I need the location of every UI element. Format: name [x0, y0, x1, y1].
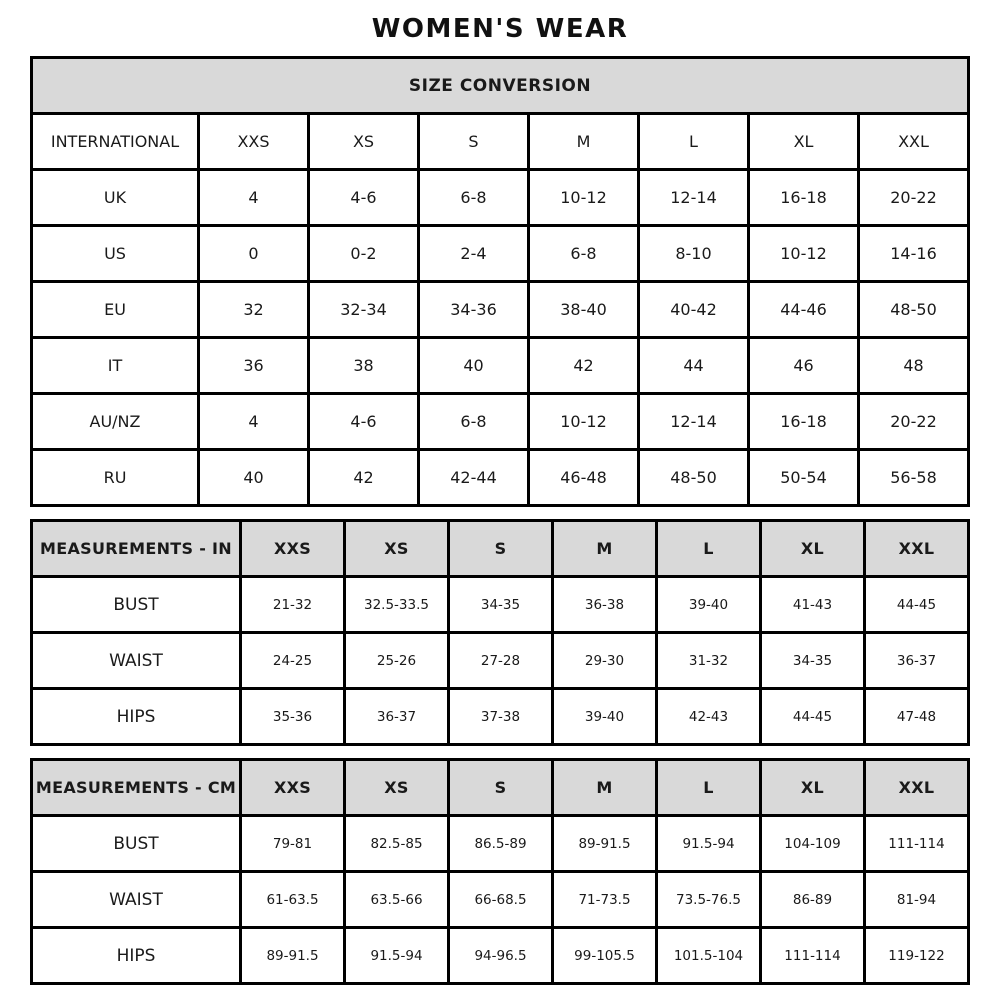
- in-cell-bust-s: 34-35: [450, 578, 551, 631]
- in-cell-bust-xxs: 21-32: [242, 578, 343, 631]
- cm-cell-hips-l: 101.5-104: [658, 929, 759, 982]
- size-conversion-table: [30, 56, 970, 507]
- page-title: WOMEN'S WEAR: [371, 14, 629, 44]
- conv-row-label-au-nz: AU/NZ: [33, 395, 197, 448]
- cm-cell-waist-xs: 63.5-66: [346, 873, 447, 926]
- in-cell-bust-l: 39-40: [658, 578, 759, 631]
- conv-cell-ru-xxs: 40: [200, 451, 307, 504]
- in-cell-hips-s: 37-38: [450, 690, 551, 743]
- conv-column-header-xxl: XXL: [860, 115, 967, 168]
- in-row-label-hips: HIPS: [33, 690, 239, 743]
- in-column-header-xxl: XXL: [866, 522, 967, 575]
- conv-column-header-m: M: [530, 115, 637, 168]
- conv-row-label-it: IT: [33, 339, 197, 392]
- conv-cell-it-l: 44: [640, 339, 747, 392]
- cm-row-label-hips: HIPS: [33, 929, 239, 982]
- conv-column-header-xl: XL: [750, 115, 857, 168]
- in-column-header-xs: XS: [346, 522, 447, 575]
- conv-cell-eu-m: 38-40: [530, 283, 637, 336]
- conv-cell-it-xl: 46: [750, 339, 857, 392]
- cm-row-label-waist: WAIST: [33, 873, 239, 926]
- conv-cell-ru-xl: 50-54: [750, 451, 857, 504]
- conv-row-label-eu: EU: [33, 283, 197, 336]
- conv-cell-au-nz-s: 6-8: [420, 395, 527, 448]
- conv-cell-eu-xl: 44-46: [750, 283, 857, 336]
- cm-cell-hips-xxl: 119-122: [866, 929, 967, 982]
- conv-cell-ru-xxl: 56-58: [860, 451, 967, 504]
- conv-cell-us-s: 2-4: [420, 227, 527, 280]
- conv-column-header-xxs: XXS: [200, 115, 307, 168]
- cm-cell-bust-xxl: 111-114: [866, 817, 967, 870]
- in-cell-waist-l: 31-32: [658, 634, 759, 687]
- conv-column-header-s: S: [420, 115, 527, 168]
- conv-column-header-l: L: [640, 115, 747, 168]
- in-cell-bust-m: 36-38: [554, 578, 655, 631]
- cm-cell-hips-m: 99-105.5: [554, 929, 655, 982]
- in-cell-waist-s: 27-28: [450, 634, 551, 687]
- cm-column-header-xxl: XXL: [866, 761, 967, 814]
- conv-cell-ru-xs: 42: [310, 451, 417, 504]
- conv-cell-eu-s: 34-36: [420, 283, 527, 336]
- conv-cell-ru-m: 46-48: [530, 451, 637, 504]
- cm-cell-hips-s: 94-96.5: [450, 929, 551, 982]
- cm-cell-bust-l: 91.5-94: [658, 817, 759, 870]
- cm-cell-hips-xxs: 89-91.5: [242, 929, 343, 982]
- conv-cell-au-nz-l: 12-14: [640, 395, 747, 448]
- conv-column-header-xs: XS: [310, 115, 417, 168]
- conv-cell-eu-xxl: 48-50: [860, 283, 967, 336]
- cm-cell-bust-m: 89-91.5: [554, 817, 655, 870]
- measurements-cm-table: [30, 758, 970, 985]
- measurements-in-table: [30, 519, 970, 746]
- in-row-label-waist: WAIST: [33, 634, 239, 687]
- cm-cell-hips-xl: 111-114: [762, 929, 863, 982]
- conv-cell-it-s: 40: [420, 339, 527, 392]
- cm-cell-waist-m: 71-73.5: [554, 873, 655, 926]
- conv-cell-eu-l: 40-42: [640, 283, 747, 336]
- conv-cell-us-xxl: 14-16: [860, 227, 967, 280]
- conv-row-label-us: US: [33, 227, 197, 280]
- in-column-header-m: M: [554, 522, 655, 575]
- conv-cell-it-xxl: 48: [860, 339, 967, 392]
- conv-cell-ru-s: 42-44: [420, 451, 527, 504]
- in-cell-waist-xxs: 24-25: [242, 634, 343, 687]
- cm-column-header-xxs: XXS: [242, 761, 343, 814]
- in-cell-hips-xxl: 47-48: [866, 690, 967, 743]
- conv-cell-us-xl: 10-12: [750, 227, 857, 280]
- conv-cell-uk-xxl: 20-22: [860, 171, 967, 224]
- in-cell-bust-xxl: 44-45: [866, 578, 967, 631]
- conv-cell-uk-s: 6-8: [420, 171, 527, 224]
- conv-cell-ru-l: 48-50: [640, 451, 747, 504]
- cm-table-title: MEASUREMENTS - CM: [33, 761, 239, 814]
- conv-cell-it-m: 42: [530, 339, 637, 392]
- conv-cell-eu-xs: 32-34: [310, 283, 417, 336]
- conv-cell-au-nz-xs: 4-6: [310, 395, 417, 448]
- cm-cell-waist-xl: 86-89: [762, 873, 863, 926]
- cm-row-label-bust: BUST: [33, 817, 239, 870]
- cm-cell-waist-s: 66-68.5: [450, 873, 551, 926]
- conv-cell-uk-xs: 4-6: [310, 171, 417, 224]
- conv-column-header-international: INTERNATIONAL: [33, 115, 197, 168]
- in-cell-hips-m: 39-40: [554, 690, 655, 743]
- in-column-header-xl: XL: [762, 522, 863, 575]
- in-cell-waist-m: 29-30: [554, 634, 655, 687]
- in-column-header-l: L: [658, 522, 759, 575]
- conv-table-title: SIZE CONVERSION: [33, 59, 967, 112]
- in-column-header-s: S: [450, 522, 551, 575]
- cm-cell-hips-xs: 91.5-94: [346, 929, 447, 982]
- conv-cell-uk-l: 12-14: [640, 171, 747, 224]
- cm-cell-waist-l: 73.5-76.5: [658, 873, 759, 926]
- in-cell-waist-xs: 25-26: [346, 634, 447, 687]
- cm-cell-bust-s: 86.5-89: [450, 817, 551, 870]
- conv-cell-au-nz-xl: 16-18: [750, 395, 857, 448]
- size-chart-page: [30, 0, 970, 985]
- cm-column-header-xl: XL: [762, 761, 863, 814]
- conv-cell-uk-m: 10-12: [530, 171, 637, 224]
- conv-cell-it-xxs: 36: [200, 339, 307, 392]
- cm-cell-bust-xs: 82.5-85: [346, 817, 447, 870]
- conv-cell-au-nz-m: 10-12: [530, 395, 637, 448]
- in-cell-bust-xs: 32.5-33.5: [346, 578, 447, 631]
- conv-cell-us-xxs: 0: [200, 227, 307, 280]
- cm-cell-waist-xxl: 81-94: [866, 873, 967, 926]
- conv-cell-it-xs: 38: [310, 339, 417, 392]
- in-row-label-bust: BUST: [33, 578, 239, 631]
- in-cell-bust-xl: 41-43: [762, 578, 863, 631]
- cm-column-header-xs: XS: [346, 761, 447, 814]
- in-cell-waist-xxl: 36-37: [866, 634, 967, 687]
- in-cell-hips-l: 42-43: [658, 690, 759, 743]
- conv-cell-au-nz-xxs: 4: [200, 395, 307, 448]
- cm-cell-waist-xxs: 61-63.5: [242, 873, 343, 926]
- conv-cell-au-nz-xxl: 20-22: [860, 395, 967, 448]
- cm-cell-bust-xl: 104-109: [762, 817, 863, 870]
- in-table-title: MEASUREMENTS - IN: [33, 522, 239, 575]
- conv-cell-us-xs: 0-2: [310, 227, 417, 280]
- conv-cell-eu-xxs: 32: [200, 283, 307, 336]
- conv-row-label-ru: RU: [33, 451, 197, 504]
- in-cell-hips-xl: 44-45: [762, 690, 863, 743]
- cm-column-header-l: L: [658, 761, 759, 814]
- in-column-header-xxs: XXS: [242, 522, 343, 575]
- conv-cell-us-l: 8-10: [640, 227, 747, 280]
- cm-cell-bust-xxs: 79-81: [242, 817, 343, 870]
- conv-cell-us-m: 6-8: [530, 227, 637, 280]
- cm-column-header-m: M: [554, 761, 655, 814]
- conv-row-label-uk: UK: [33, 171, 197, 224]
- in-cell-hips-xs: 36-37: [346, 690, 447, 743]
- conv-cell-uk-xxs: 4: [200, 171, 307, 224]
- conv-cell-uk-xl: 16-18: [750, 171, 857, 224]
- cm-column-header-s: S: [450, 761, 551, 814]
- in-cell-hips-xxs: 35-36: [242, 690, 343, 743]
- in-cell-waist-xl: 34-35: [762, 634, 863, 687]
